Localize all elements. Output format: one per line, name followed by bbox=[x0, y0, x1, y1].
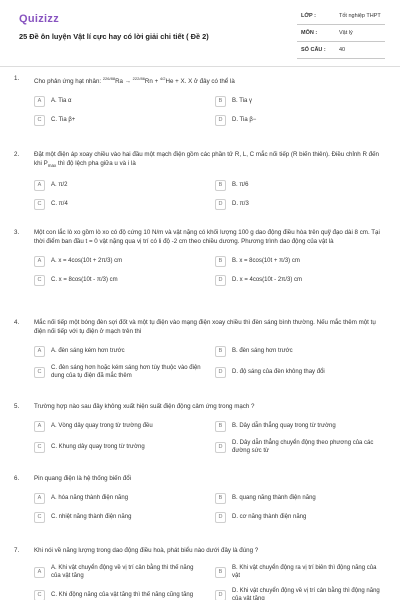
quizizz-logo: Quizizz bbox=[19, 13, 59, 25]
option-text: B. Tia γ bbox=[232, 98, 253, 105]
option-text: A. Tia α bbox=[51, 98, 72, 105]
option-a[interactable] bbox=[34, 564, 201, 580]
meta-value: Vật lý bbox=[339, 30, 353, 36]
answer-options bbox=[34, 255, 382, 286]
option-d[interactable] bbox=[215, 587, 382, 600]
option-letter: D bbox=[215, 442, 226, 453]
option-b[interactable] bbox=[215, 345, 382, 357]
option-text: A. π/2 bbox=[51, 182, 68, 189]
question-3 bbox=[14, 228, 382, 318]
option-text: D. Dây dẫn thẳng chuyển động theo phương của các đường sức từ bbox=[232, 440, 374, 454]
option-b[interactable] bbox=[215, 492, 382, 504]
question-text: Khi nói về năng lượng trong dao động điều hoà, phát biểu nào dưới đây là đúng ? bbox=[34, 547, 259, 554]
option-letter: B bbox=[215, 493, 226, 504]
option-text: D. cơ năng thành điện năng bbox=[232, 514, 307, 520]
option-c[interactable] bbox=[34, 439, 201, 455]
question-text: Đặt một điện áp xoay chiều vào hai đầu một mạch điện gồm các phần tử R, L, C mắc nối tiếp (R biến thiên). Điều chỉnh R đến khi $P_{max}$ thì độ lệch pha giữa u và i là bbox=[34, 151, 379, 169]
option-letter: A bbox=[34, 421, 45, 432]
question-number: 5. bbox=[14, 403, 20, 410]
meta-row-count bbox=[297, 45, 385, 59]
option-text: C. nhiệt năng thành điện năng bbox=[51, 514, 132, 520]
meta-row-grade bbox=[297, 11, 385, 25]
option-a[interactable] bbox=[34, 492, 201, 504]
option-letter: B bbox=[215, 421, 226, 432]
option-text: A. x = 4cos(10t + 2π/3) cm bbox=[51, 258, 123, 264]
option-a[interactable] bbox=[34, 345, 201, 357]
meta-table bbox=[297, 11, 385, 62]
option-letter: D bbox=[215, 367, 226, 378]
header bbox=[0, 0, 400, 62]
option-text: D. độ sáng của đèn không thay đổi bbox=[232, 369, 325, 375]
option-text: C. Khi động năng của vật tăng thì thế năng cũng tăng bbox=[51, 592, 194, 598]
option-letter: C bbox=[34, 199, 45, 210]
option-d[interactable] bbox=[215, 364, 382, 380]
question-number: 2. bbox=[14, 151, 20, 158]
option-text: C. Khung dây quay trong từ trường bbox=[51, 444, 145, 450]
option-a[interactable] bbox=[34, 95, 201, 107]
option-d[interactable] bbox=[215, 439, 382, 455]
option-c[interactable] bbox=[34, 274, 201, 286]
question-text: Một con lắc lò xo gồm lò xo có độ cứng 10 N/m và vật nặng có khối lượng 100 g dao động điều hòa trên quỹ đạo dài 8 cm. Tại thời điểm ban đầu t = 0 vật nặng qua vị trí có li độ -2 cm theo chiều dương. Phương trình dao động của vật là bbox=[34, 229, 380, 245]
option-c[interactable] bbox=[34, 364, 201, 380]
option-text: D. Khi vật chuyển động về vị trí cân bằng thì động năng của vật tăng bbox=[232, 588, 380, 600]
option-b[interactable] bbox=[215, 179, 382, 191]
option-letter: B bbox=[215, 96, 226, 107]
question-text: Mắc nối tiếp một bóng đèn sợi đốt và một tụ điện vào mạng điện xoay chiều thì đèn sáng bình thường. Nếu mắc thêm một tụ điện nối tiếp với tụ điện ở mạch trên thì bbox=[34, 319, 376, 335]
option-letter: A bbox=[34, 346, 45, 357]
option-letter: B bbox=[215, 567, 226, 578]
option-letter: A bbox=[34, 180, 45, 191]
option-b[interactable] bbox=[215, 95, 382, 107]
document-title: 25 Đề ôn luyện Vật lí cực hay có lời giải chi tiết ( Đề 2) bbox=[19, 32, 209, 41]
option-letter: D bbox=[215, 590, 226, 600]
option-text: A. hóa năng thành điện năng bbox=[51, 495, 129, 501]
option-a[interactable] bbox=[34, 179, 201, 191]
option-letter: A bbox=[34, 567, 45, 578]
option-letter: C bbox=[34, 115, 45, 126]
question-number: 1. bbox=[14, 75, 20, 82]
option-letter: D bbox=[215, 115, 226, 126]
option-text: D. π/3 bbox=[232, 201, 249, 208]
question-text: Cho phản ứng hạt nhân: $^{226/88}$Ra → $^{222/86}$Rn + $^{4/2}$He + X. X ở đây có thể là bbox=[34, 76, 235, 86]
option-c[interactable] bbox=[34, 587, 201, 600]
option-text: C. x = 8cos(10t - π/3) cm bbox=[51, 277, 118, 283]
question-list bbox=[0, 74, 400, 600]
option-b[interactable] bbox=[215, 420, 382, 432]
option-text: A. đèn sáng kém hơn trước bbox=[51, 348, 125, 354]
option-d[interactable] bbox=[215, 198, 382, 210]
option-letter: D bbox=[215, 199, 226, 210]
option-text: B. Khi vật chuyển động ra vị trí biên thì động năng của vật bbox=[232, 565, 377, 579]
option-text: C. Tia β+ bbox=[51, 117, 76, 124]
option-c[interactable] bbox=[34, 511, 201, 523]
answer-options bbox=[34, 95, 382, 126]
answer-options bbox=[34, 420, 382, 455]
option-letter: A bbox=[34, 493, 45, 504]
option-letter: D bbox=[215, 512, 226, 523]
option-letter: A bbox=[34, 96, 45, 107]
header-divider bbox=[0, 66, 400, 67]
question-7 bbox=[14, 546, 382, 600]
question-number: 4. bbox=[14, 319, 20, 326]
question-5 bbox=[14, 402, 382, 474]
option-text: B. đèn sáng hơn trước bbox=[232, 348, 293, 354]
question-number: 6. bbox=[14, 475, 20, 482]
nuclear-equation: $^{226/88}$Ra → $^{222/86}$Rn + $^{4/2}$He + X bbox=[102, 76, 185, 86]
option-d[interactable] bbox=[215, 114, 382, 126]
meta-label: LỚP : bbox=[301, 13, 316, 19]
option-text: A. Vòng dây quay trong từ trường đều bbox=[51, 423, 153, 429]
option-text: A. Khi vật chuyển động về vị trí cân bằng thì thế năng của vật tăng bbox=[51, 565, 194, 579]
option-d[interactable] bbox=[215, 274, 382, 286]
option-letter: B bbox=[215, 256, 226, 267]
answer-options bbox=[34, 179, 382, 210]
meta-row-subject bbox=[297, 28, 385, 42]
question-number: 7. bbox=[14, 547, 20, 554]
option-letter: C bbox=[34, 590, 45, 600]
answer-options bbox=[34, 492, 382, 523]
option-text: D. Tia β− bbox=[232, 117, 257, 124]
option-text: B. Dây dẫn thẳng quay trong từ trường bbox=[232, 423, 336, 429]
option-letter: B bbox=[215, 180, 226, 191]
option-b[interactable] bbox=[215, 564, 382, 580]
option-text: D. x = 4cos(10t - 2π/3) cm bbox=[232, 277, 302, 283]
option-b[interactable] bbox=[215, 255, 382, 267]
option-letter: C bbox=[34, 512, 45, 523]
option-a[interactable] bbox=[34, 420, 201, 432]
option-letter: C bbox=[34, 367, 45, 378]
option-letter: A bbox=[34, 256, 45, 267]
question-4 bbox=[14, 318, 382, 402]
option-letter: C bbox=[34, 275, 45, 286]
option-c[interactable] bbox=[34, 114, 201, 126]
question-2 bbox=[14, 150, 382, 228]
option-letter: B bbox=[215, 346, 226, 357]
option-d[interactable] bbox=[215, 511, 382, 523]
answer-options bbox=[34, 345, 382, 380]
option-letter: C bbox=[34, 442, 45, 453]
option-a[interactable] bbox=[34, 255, 201, 267]
option-c[interactable] bbox=[34, 198, 201, 210]
option-text: B. x = 8cos(10t + π/3) cm bbox=[232, 258, 300, 264]
option-text: C. đèn sáng hơn hoặc kém sáng hơn tùy thuộc vào điện dung của tụ điện đã mắc thêm bbox=[51, 365, 201, 379]
option-text: C. π/4 bbox=[51, 201, 68, 208]
answer-options bbox=[34, 564, 382, 600]
meta-label: MÔN : bbox=[301, 30, 318, 36]
meta-value: Tốt nghiệp THPT bbox=[339, 13, 381, 19]
option-text: B. quang năng thành điện năng bbox=[232, 495, 316, 501]
question-text: Pin quang điện là hệ thống biến đổi bbox=[34, 475, 132, 482]
question-6 bbox=[14, 474, 382, 546]
meta-value: 40 bbox=[339, 47, 346, 53]
option-letter: D bbox=[215, 275, 226, 286]
question-text: Trường hợp nào sau đây không xuất hiện suất điện động cảm ứng trong mạch ? bbox=[34, 403, 255, 410]
meta-label: SỐ CÂU : bbox=[301, 47, 326, 53]
option-text: B. π/6 bbox=[232, 182, 249, 189]
question-1 bbox=[14, 74, 382, 150]
question-number: 3. bbox=[14, 229, 20, 236]
